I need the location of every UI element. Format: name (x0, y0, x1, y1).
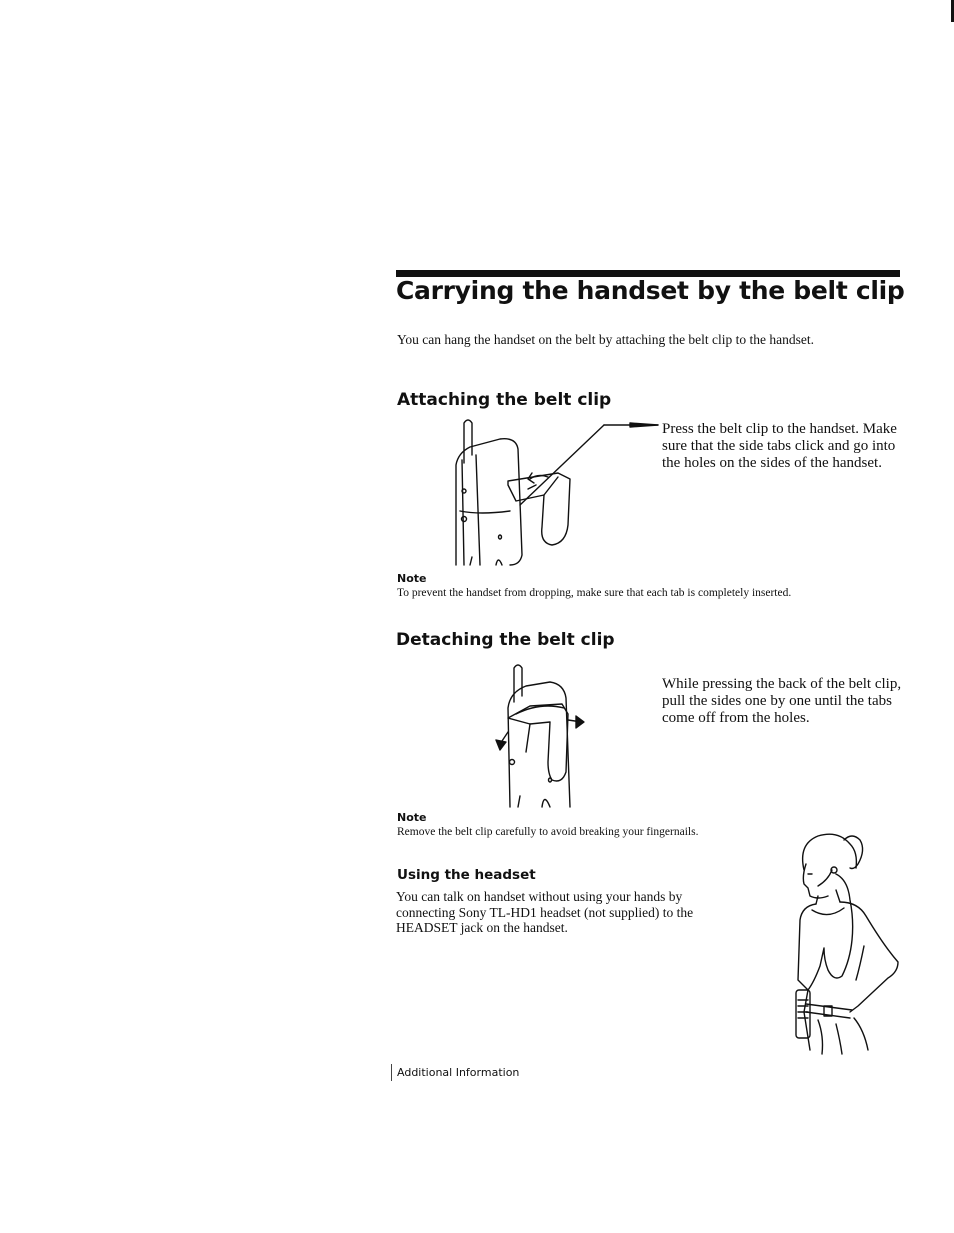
footer-rule (391, 1064, 392, 1081)
footer-section-label: Additional Information (397, 1066, 520, 1079)
attach-note-label: Note (397, 572, 427, 585)
attach-instruction: Press the belt clip to the handset. Make sure that the side tabs click and go into the holes on the sides of the handset. (662, 421, 897, 471)
headset-heading: Using the headset (397, 867, 536, 883)
page-title: Carrying the handset by the belt clip (396, 276, 905, 305)
attach-illustration (440, 415, 670, 575)
headset-text: You can talk on handset without using your hands by connecting Sony TL-HD1 headset (not supplied) to the HEADSET jack on the handset. (396, 889, 694, 935)
detach-illustration (490, 662, 600, 812)
attach-note-text: To prevent the handset from dropping, make sure that each tab is completely inserted. (397, 587, 792, 599)
detach-note-text: Remove the belt clip carefully to avoid breaking your fingernails. (397, 826, 699, 838)
headset-person-illustration (788, 830, 903, 1058)
attach-heading: Attaching the belt clip (397, 390, 612, 410)
detach-heading: Detaching the belt clip (396, 630, 615, 650)
detach-instruction: While pressing the back of the belt clip, pull the sides one by one until the tabs come off from the holes. (662, 676, 902, 726)
intro-paragraph: You can hang the handset on the belt by attaching the belt clip to the handset. (397, 332, 815, 347)
detach-note-label: Note (397, 811, 427, 824)
